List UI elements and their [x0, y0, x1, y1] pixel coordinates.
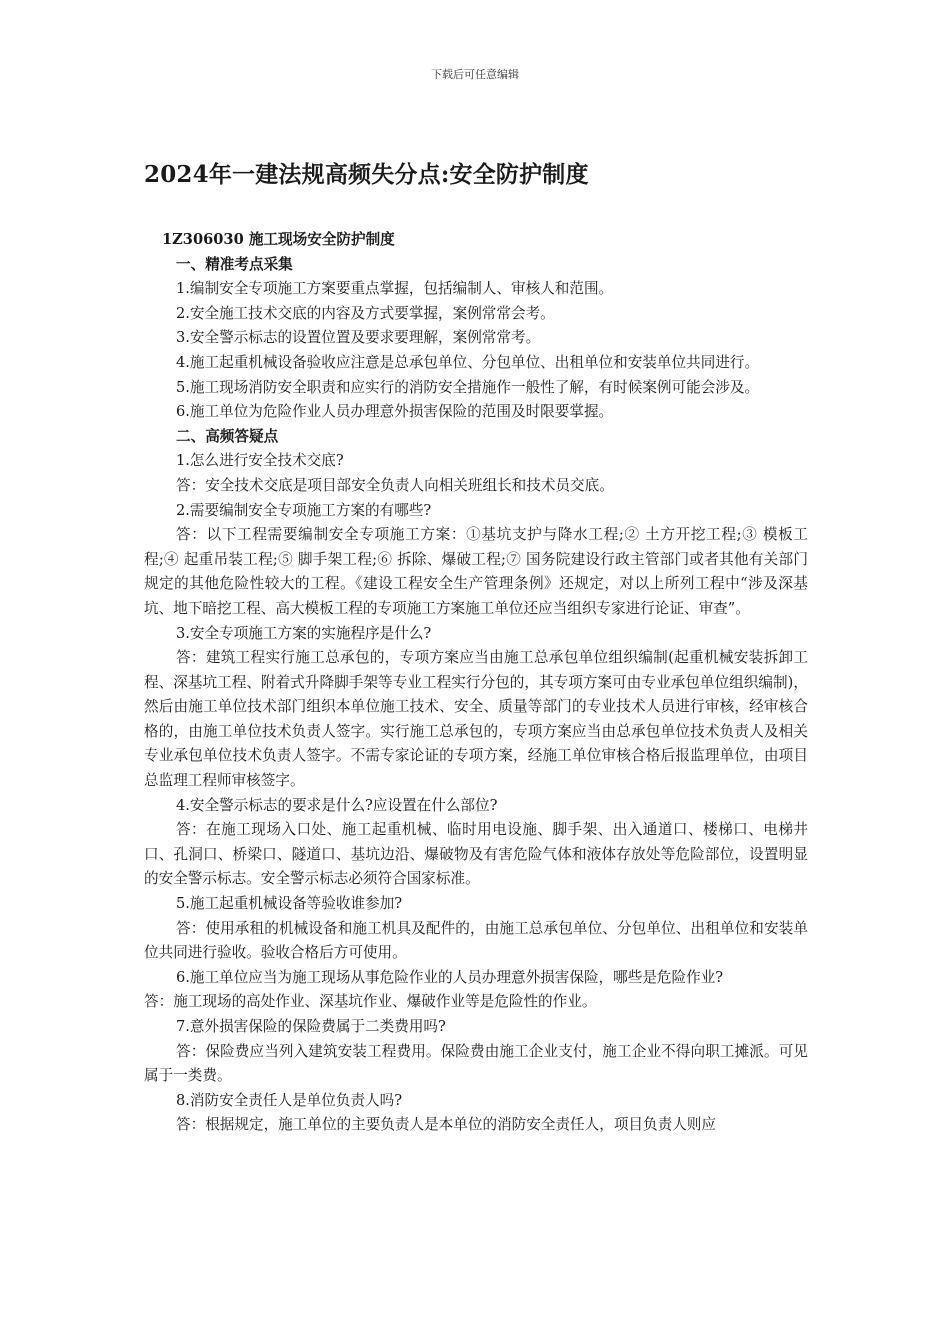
answer-3: 答：建筑工程实行施工总承包的，专项方案应当由施工总承包单位组织编制(起重机械安装拆卸工程、深基坑工程、附着式升降脚手架等专业工程实行分包的，其专项方案可由专业承包单位组织编制)，然后由施工单位技术部门组织本单位施工技术、安全、质量等部门的专业技术人员进行审核，经审核合格的，由施工单位技术负责人签字。实行施工总承包的，专项方案应当由总承包单位技术负责人及相关专业承包单位技术负责人签字。不需专家论证的专项方案，经施工单位审核合格后报监理单位，由项目总监理工程师审核签字。: [144, 649, 808, 790]
point-6: 6.施工单位为危险作业人员办理意外损害保险的范围及时限要掌握。: [176, 403, 614, 421]
point-1: 1.编制安全专项施工方案要重点掌握，包括编制人、审核人和范围。: [176, 280, 614, 298]
answer-7: 答：保险费应当列入建筑安装工程费用。保险费由施工企业支付，施工企业不得向职工摊派。可见属于一类费。: [144, 1042, 808, 1085]
answer-1: 答：安全技术交底是项目部安全负责人向相关班组长和技术员交底。: [176, 476, 614, 494]
section-heading-1: 一、精准考点采集: [176, 255, 293, 273]
page-title: 2024年一建法规高频失分点:安全防护制度: [144, 161, 589, 188]
point-3: 3.安全警示标志的设置位置及要求要理解，案例常常考。: [176, 329, 541, 347]
question-2: 2.需要编制安全专项施工方案的有哪些?: [176, 501, 432, 519]
section-heading-2: 二、高频答疑点: [176, 427, 279, 445]
question-4: 4.安全警示标志的要求是什么?应设置在什么部位?: [176, 796, 498, 814]
question-1: 1.怎么进行安全技术交底?: [176, 452, 344, 470]
point-4: 4.施工起重机械设备验收应注意是总承包单位、分包单位、出租单位和安装单位共同进行。: [176, 353, 760, 371]
question-5: 5.施工起重机械设备等验收谁参加?: [176, 895, 403, 913]
question-3: 3.安全专项施工方案的实施程序是什么?: [176, 624, 432, 642]
point-2: 2.安全施工技术交底的内容及方式要掌握，案例常常会考。: [176, 304, 555, 322]
answer-6: 答：施工现场的高处作业、深基坑作业、爆破作业等是危险性的作业。: [144, 993, 597, 1011]
document-body: [144, 228, 808, 1138]
question-7: 7.意外损害保险的保险费属于二类费用吗?: [176, 1018, 446, 1035]
answer-8: 答：根据规定，施工单位的主要负责人是本单位的消防安全责任人，项目负责人则应: [176, 1116, 716, 1134]
answer-2: 答：以下工程需要编制安全专项施工方案：①基坑支护与降水工程;② 土方开挖工程;③ 模板工程;④ 起重吊装工程;⑤ 脚手架工程;⑥ 拆除、爆破工程;⑦ 国务院建设行政主管部门或者其他有关部门规定的其他危险性较大的工程。《建设工程安全生产管理条例》还规定，对以上所列工程中“涉及深基坑、地下暗挖工程、高大模板工程的专项施工方案施工单位还应当组织专家进行论证、审查”。: [144, 526, 808, 617]
answer-5: 答：使用承租的机械设备和施工机具及配件的，由施工总承包单位、分包单位、出租单位和安装单位共同进行验收。验收合格后方可使用。: [144, 919, 808, 962]
section-code-heading: 1Z306030 施工现场安全防护制度: [162, 231, 395, 248]
header-note: 下载后可任意编辑: [431, 68, 519, 81]
question-8: 8.消防安全责任人是单位负责人吗?: [176, 1091, 403, 1109]
point-5: 5.施工现场消防安全职责和应实行的消防安全措施作一般性了解，有时候案例可能会涉及。: [176, 378, 760, 396]
question-6: 6.施工单位应当为施工现场从事危险作业的人员办理意外损害保险，哪些是危险作业?: [176, 968, 724, 986]
answer-4: 答：在施工现场入口处、施工起重机械、临时用电设施、脚手架、出入通道口、楼梯口、电梯井口、孔洞口、桥梁口、隧道口、基坑边沿、爆破物及有害危险气体和液体存放处等危险部位，设置明显的安全警示标志。安全警示标志必须符合国家标准。: [144, 821, 808, 888]
